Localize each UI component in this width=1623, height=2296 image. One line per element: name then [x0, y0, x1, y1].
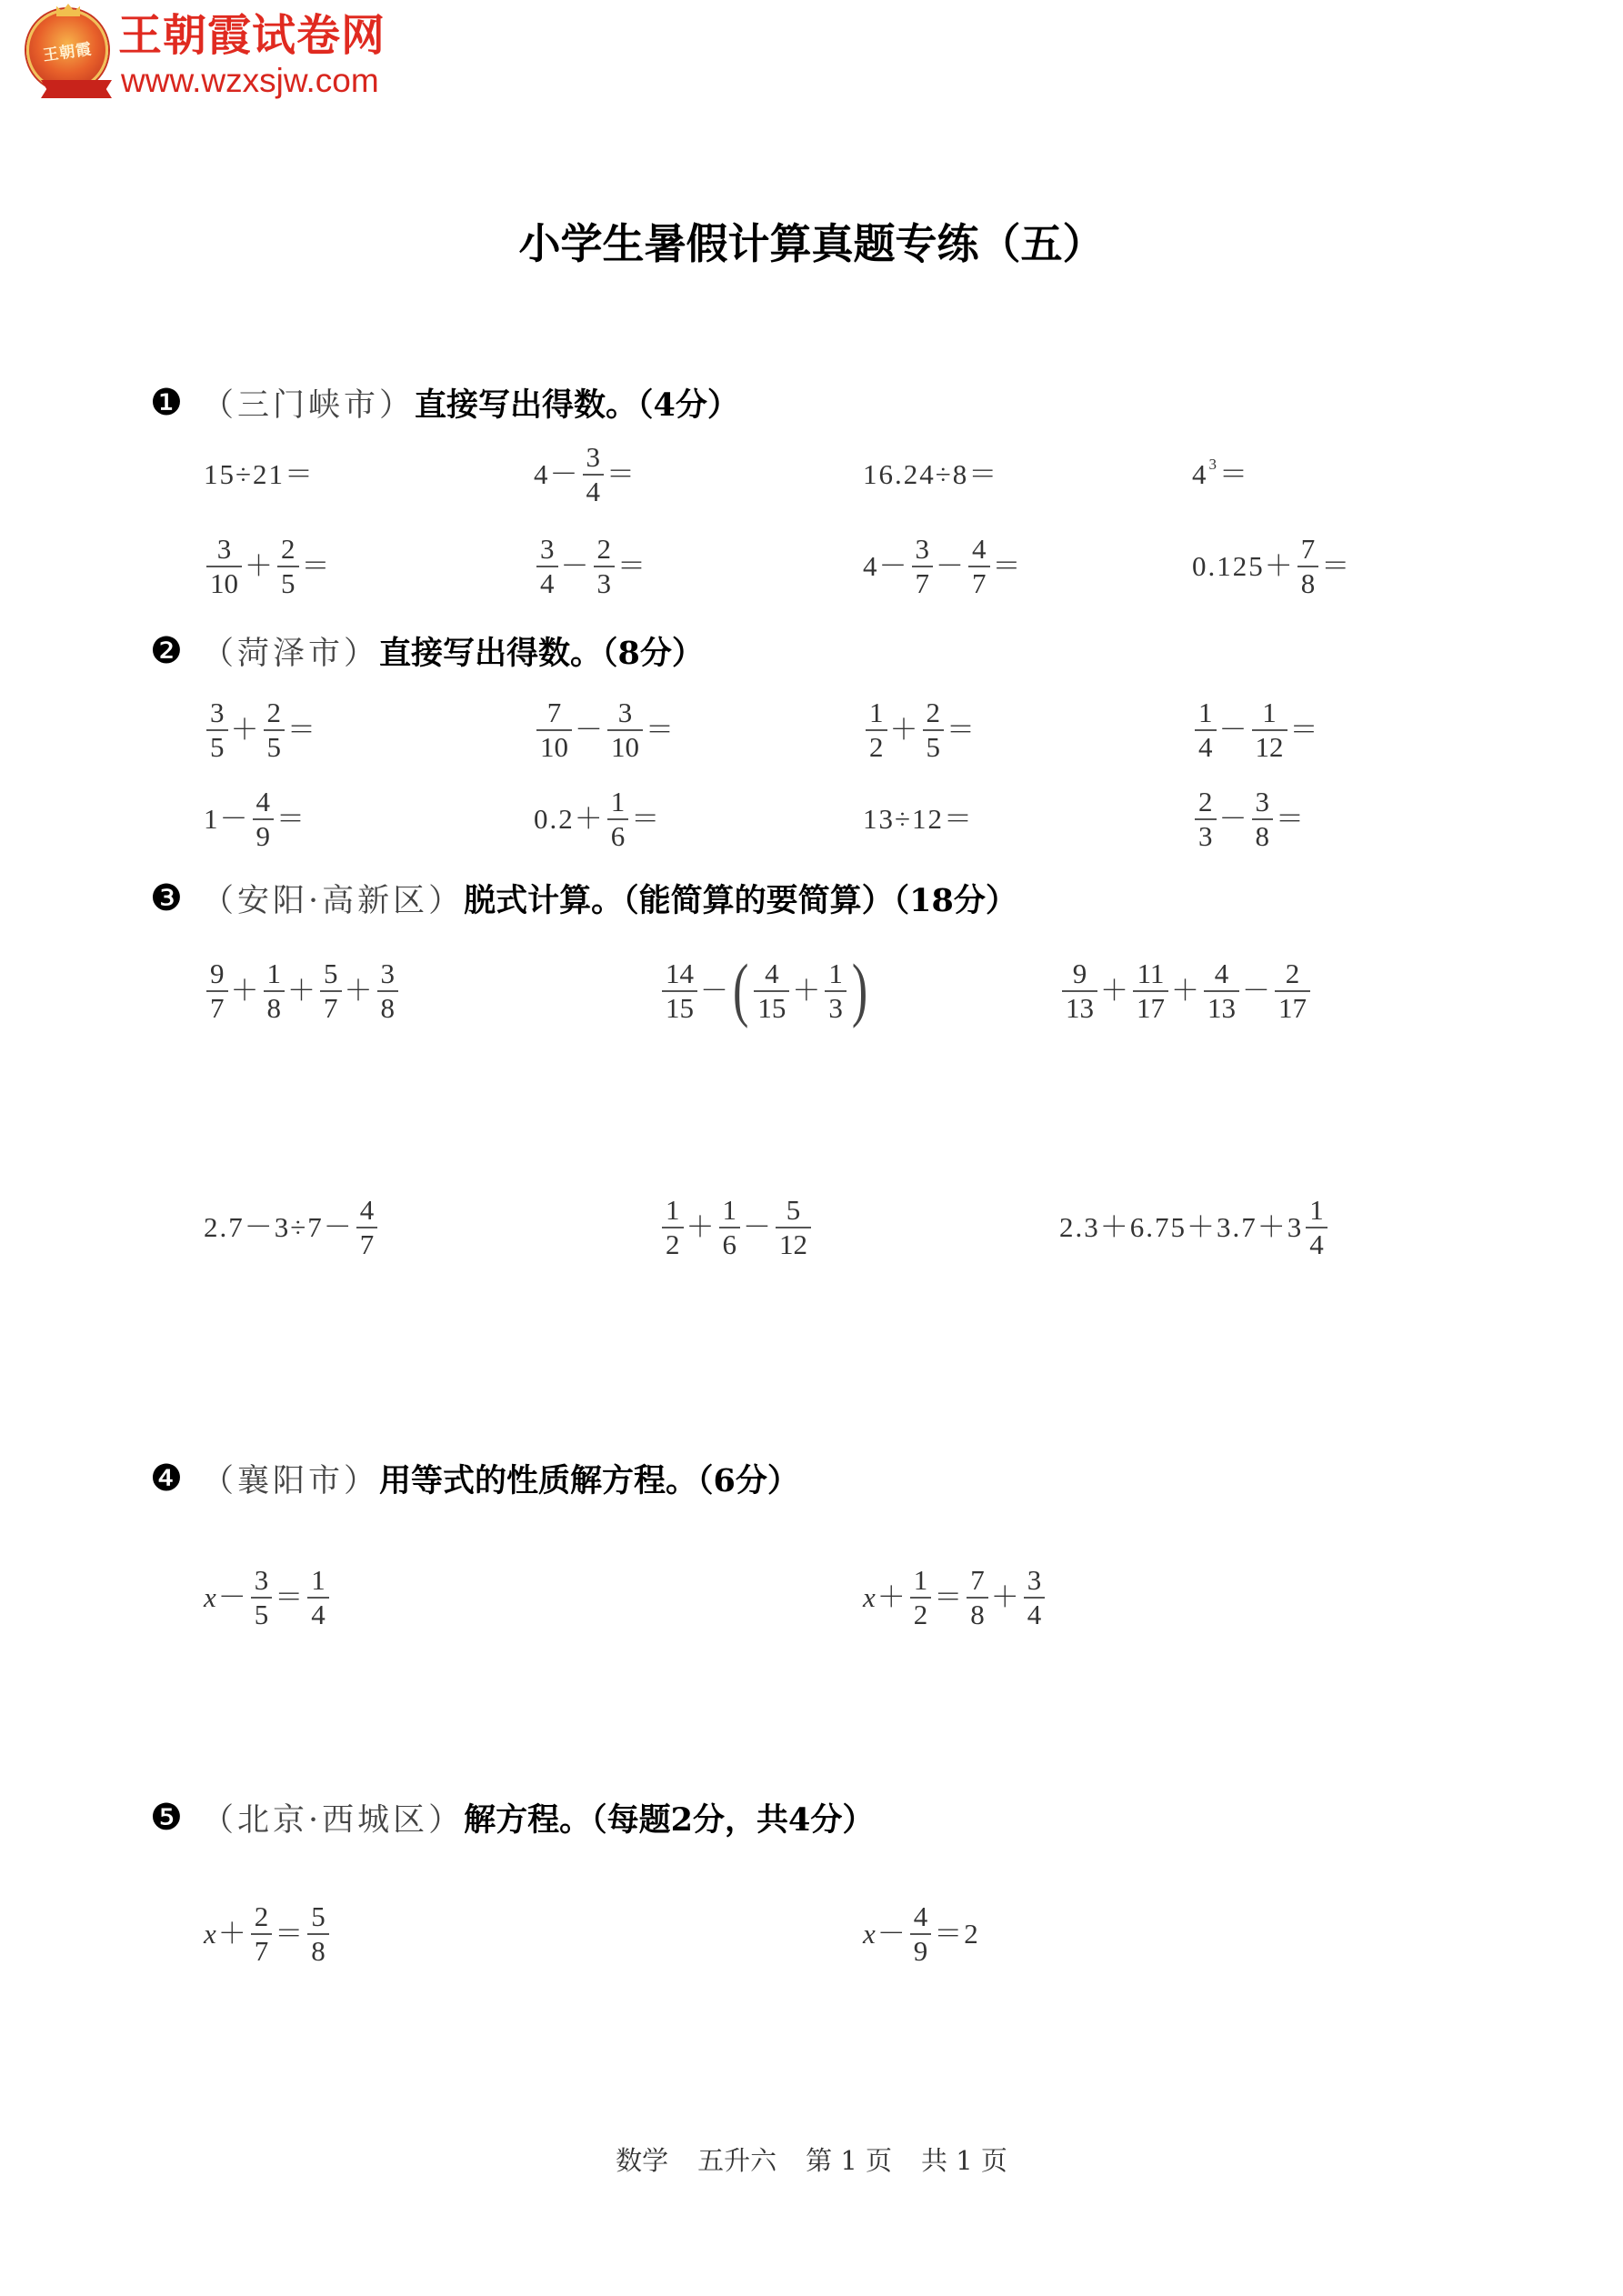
expression-text: ＝ — [992, 550, 1023, 582]
expression-text: 13÷12＝ — [863, 803, 975, 835]
problem-row — [0, 526, 1623, 607]
fraction — [662, 1194, 684, 1261]
expression-text: 4 — [1192, 458, 1208, 490]
brand-name: 王朝霞试卷网 — [118, 10, 386, 61]
fraction-numerator: 5 — [311, 1900, 326, 1932]
fraction-numerator: 7 — [1300, 533, 1316, 565]
fraction-numerator: 9 — [1072, 958, 1087, 989]
fraction-denominator: 4 — [307, 1597, 329, 1631]
footer-page-number: 第 1 页 — [806, 2144, 893, 2176]
fraction-numerator: 1 — [666, 1194, 680, 1226]
expression-text: － — [743, 1211, 773, 1243]
fraction — [1252, 697, 1287, 764]
fraction-numerator: 4 — [359, 1194, 375, 1226]
exponent: 3 — [1208, 455, 1217, 473]
expression-text: ＋ — [877, 1581, 907, 1613]
fraction-numerator: 2 — [281, 533, 296, 565]
fraction-denominator: 4 — [1195, 729, 1217, 764]
section-instruction: 用等式的性质解方程。（6分） — [379, 1462, 799, 1499]
expression — [534, 434, 636, 516]
expression — [659, 950, 870, 1032]
fraction-denominator: 5 — [264, 729, 286, 764]
fraction-numerator: 1 — [869, 697, 884, 728]
expression-text: － — [560, 550, 591, 582]
fraction — [206, 958, 228, 1025]
expression-text: ＋ — [287, 975, 317, 1007]
fraction-numerator: 1 — [828, 958, 843, 989]
fraction-numerator: 11 — [1137, 958, 1165, 989]
fraction — [607, 697, 643, 764]
fraction — [536, 533, 558, 600]
fraction-denominator: 2 — [910, 1597, 932, 1631]
section-number-icon: ❹ — [150, 1458, 183, 1499]
expression — [659, 1187, 814, 1268]
fraction-numerator: 3 — [617, 697, 633, 728]
expression-text: － — [700, 975, 730, 1007]
fraction-denominator: 17 — [1275, 990, 1310, 1025]
expression-text: 16.24÷8＝ — [863, 458, 999, 490]
expression-text: ＝ — [617, 550, 647, 582]
expression-text: ＝ — [606, 458, 636, 490]
problem-row — [0, 689, 1623, 771]
problem-row — [0, 950, 1623, 1032]
problem-row — [0, 778, 1623, 860]
expression — [863, 526, 1023, 607]
fraction — [967, 1564, 988, 1631]
equation — [204, 1557, 332, 1639]
fraction-numerator: 7 — [546, 697, 562, 728]
fraction-numerator: 1 — [1309, 1194, 1324, 1226]
fraction-numerator: 7 — [970, 1564, 985, 1596]
expression-text: ＋ — [1100, 975, 1130, 1007]
section-region: （菏泽市） — [202, 636, 380, 672]
fraction — [594, 533, 616, 600]
expression-text: ＝ — [1289, 714, 1320, 746]
section-instruction: 直接写出得数。（4分） — [415, 386, 739, 424]
expression — [1192, 434, 1249, 516]
expression-text: ＋ — [344, 975, 375, 1007]
fraction-numerator: 2 — [596, 533, 611, 565]
fraction-numerator: 2 — [926, 697, 940, 728]
fraction — [719, 1194, 741, 1261]
expression-text: － — [217, 1581, 248, 1613]
fraction-denominator: 8 — [377, 990, 399, 1025]
fraction — [912, 533, 934, 600]
expression-text: ＋ — [889, 714, 920, 746]
expression — [1192, 689, 1320, 771]
expression-text: 4－ — [863, 550, 909, 582]
section-number-icon: ❸ — [150, 877, 183, 919]
variable-x: x — [863, 1918, 876, 1950]
fraction-denominator: 15 — [754, 990, 789, 1025]
variable-x: x — [204, 1581, 216, 1613]
fraction — [1133, 958, 1168, 1025]
fraction — [251, 1900, 273, 1968]
expression-text: － — [1218, 803, 1249, 835]
expression-text: 1－ — [204, 803, 250, 835]
fraction — [776, 1194, 811, 1261]
fraction — [264, 697, 286, 764]
expression-text: － — [877, 1918, 907, 1950]
section-3-heading — [150, 876, 1017, 921]
fraction-denominator: 8 — [967, 1597, 988, 1631]
expression-text: ＝ — [276, 803, 306, 835]
section-1-heading — [150, 380, 739, 426]
fraction-denominator: 6 — [607, 818, 629, 853]
fraction-denominator: 7 — [356, 1227, 378, 1261]
expression-text: ＝2 — [934, 1918, 980, 1950]
fraction-numerator: 2 — [1285, 958, 1300, 989]
problem-row — [0, 1187, 1623, 1268]
fraction-denominator: 4 — [583, 474, 605, 508]
expression — [863, 434, 998, 516]
expression-text: ＝ — [1219, 458, 1249, 490]
fraction-numerator: 4 — [972, 533, 987, 565]
fraction-denominator: 3 — [825, 990, 847, 1025]
expression-text: － — [1218, 714, 1249, 746]
fraction — [251, 1564, 273, 1631]
section-number-icon: ❺ — [150, 1797, 183, 1839]
fraction-denominator: 8 — [307, 1933, 329, 1968]
expression-text: － — [1242, 975, 1272, 1007]
section-instruction: 脱式计算。（能简算的要简算）（18分） — [464, 882, 1017, 919]
page-footer — [0, 2141, 1623, 2177]
fraction-numerator: 3 — [586, 441, 600, 473]
fraction-denominator: 8 — [264, 990, 286, 1025]
fraction-denominator: 5 — [251, 1597, 273, 1631]
problem-row — [0, 1557, 1623, 1639]
expression — [204, 778, 306, 860]
fraction — [754, 958, 789, 1025]
fraction-denominator: 5 — [206, 729, 228, 764]
expression-text: ＝ — [1276, 803, 1306, 835]
section-region: （安阳·高新区） — [202, 883, 465, 919]
fraction-denominator: 7 — [912, 566, 934, 600]
expression — [204, 689, 317, 771]
fraction — [968, 533, 990, 600]
fraction-numerator: 5 — [324, 958, 338, 989]
fraction — [206, 697, 228, 764]
fraction — [1024, 1564, 1046, 1631]
expression-text: 0.2＋ — [534, 803, 605, 835]
fraction — [910, 1900, 932, 1968]
fraction-numerator: 3 — [380, 958, 395, 989]
footer-page-total: 共 1 页 — [921, 2144, 1007, 2176]
expression-text: ＋ — [230, 975, 261, 1007]
fraction-denominator: 3 — [1195, 818, 1217, 853]
fraction-denominator: 4 — [1306, 1227, 1327, 1261]
fraction — [1297, 533, 1319, 600]
fraction-denominator: 7 — [251, 1933, 273, 1968]
fraction — [1252, 786, 1274, 853]
fraction-denominator: 7 — [320, 990, 342, 1025]
fraction — [1195, 697, 1217, 764]
expression-text: ＋ — [230, 714, 261, 746]
expression — [863, 689, 977, 771]
fraction-numerator: 4 — [1214, 958, 1229, 989]
brand-url: www.wzxsjw.com — [121, 62, 379, 99]
fraction — [607, 786, 629, 853]
fraction — [583, 441, 605, 508]
fraction-numerator: 1 — [610, 786, 626, 817]
fraction-numerator: 1 — [311, 1564, 326, 1596]
fraction — [1062, 958, 1097, 1025]
fraction-numerator: 3 — [210, 697, 225, 728]
fraction-numerator: 4 — [255, 786, 270, 817]
section-instruction: 解方程。（每题2分，共4分） — [464, 1801, 875, 1839]
fraction-denominator: 4 — [536, 566, 558, 600]
expression-text: 0.125＋ — [1192, 550, 1295, 582]
fraction-denominator: 17 — [1133, 990, 1168, 1025]
fraction — [1275, 958, 1310, 1025]
section-number-icon: ❷ — [150, 630, 183, 672]
expression-text: ＝ — [1321, 550, 1352, 582]
expression-text: ＝ — [947, 714, 977, 746]
section-region: （北京·西城区） — [202, 1802, 465, 1839]
fraction — [253, 786, 275, 853]
expression-text: ＋ — [245, 550, 275, 582]
fraction-denominator: 2 — [866, 729, 887, 764]
fraction-numerator: 1 — [1262, 697, 1277, 728]
expression — [534, 689, 676, 771]
fraction-numerator: 3 — [1027, 1564, 1042, 1596]
fraction — [320, 958, 342, 1025]
fraction-denominator: 6 — [719, 1227, 741, 1261]
footer-subject: 数学 — [616, 2144, 669, 2176]
expression-text: ＋ — [686, 1211, 716, 1243]
fraction-numerator: 5 — [786, 1194, 801, 1226]
expression-text: － — [575, 714, 605, 746]
expression — [204, 526, 332, 607]
fraction — [536, 697, 572, 764]
expression-text: 2.3＋6.75＋3.7＋3 — [1059, 1211, 1304, 1243]
fraction-numerator: 1 — [722, 1194, 736, 1226]
page-title: 小学生暑假计算真题专练（五） — [518, 219, 1105, 268]
fraction — [825, 958, 847, 1025]
fraction-numerator: 14 — [666, 958, 694, 989]
fraction — [866, 697, 887, 764]
expression-text: ＝ — [301, 550, 332, 582]
fraction-denominator: 8 — [1297, 566, 1319, 600]
expression-text: ＋ — [990, 1581, 1021, 1613]
expression-text: － — [936, 550, 966, 582]
fraction-denominator: 10 — [607, 729, 643, 764]
fraction-numerator: 2 — [266, 697, 281, 728]
expression-text: ＋ — [1171, 975, 1201, 1007]
variable-x: x — [204, 1918, 216, 1950]
fraction — [662, 958, 697, 1025]
fraction-numerator: 2 — [1198, 786, 1213, 817]
fraction-denominator: 8 — [1252, 818, 1274, 853]
footer-grade: 五升六 — [697, 2144, 777, 2176]
expression-text: 4－ — [534, 458, 580, 490]
fraction-numerator: 1 — [266, 958, 281, 989]
fraction — [356, 1194, 378, 1261]
fraction-denominator: 5 — [923, 729, 945, 764]
fraction-numerator: 3 — [915, 533, 929, 565]
equation — [863, 1893, 980, 1975]
fraction-denominator: 9 — [910, 1933, 932, 1968]
fraction-denominator: 10 — [206, 566, 242, 600]
logo-ribbon-icon — [41, 80, 112, 98]
expression — [204, 1187, 380, 1268]
fraction-numerator: 1 — [913, 1564, 928, 1596]
fraction — [277, 533, 299, 600]
expression — [1192, 778, 1306, 860]
expression — [1059, 1187, 1330, 1268]
fraction — [377, 958, 399, 1025]
fraction-denominator: 7 — [206, 990, 228, 1025]
fraction-denominator: 9 — [253, 818, 275, 853]
section-number-icon: ❶ — [150, 382, 183, 424]
section-5-heading — [150, 1795, 874, 1840]
fraction — [910, 1564, 932, 1631]
equation — [863, 1557, 1047, 1639]
expression-text: ＝ — [287, 714, 317, 746]
expression-text: ＝ — [275, 1581, 306, 1613]
logo-seal-icon — [26, 9, 108, 91]
fraction-denominator: 12 — [776, 1227, 811, 1261]
fraction — [307, 1900, 329, 1968]
fraction — [307, 1564, 329, 1631]
fraction-denominator: 12 — [1252, 729, 1287, 764]
fraction — [923, 697, 945, 764]
expression-text: ＝ — [631, 803, 662, 835]
fraction — [1306, 1194, 1327, 1261]
section-2-heading — [150, 628, 704, 674]
fraction-denominator: 13 — [1204, 990, 1239, 1025]
expression-text: ＝ — [275, 1918, 306, 1950]
fraction-denominator: 3 — [594, 566, 616, 600]
fraction-numerator: 3 — [540, 533, 555, 565]
fraction-denominator: 15 — [662, 990, 697, 1025]
fraction-denominator: 5 — [277, 566, 299, 600]
problem-row — [0, 434, 1623, 516]
expression-text: 2.7－3÷7－ — [204, 1211, 354, 1243]
logo-seal-text: 王朝霞 — [42, 39, 94, 65]
section-4-heading — [150, 1456, 799, 1501]
variable-x: x — [863, 1581, 876, 1613]
section-region: （三门峡市） — [202, 387, 416, 424]
fraction-numerator: 4 — [765, 958, 779, 989]
expression — [1192, 526, 1351, 607]
fraction-numerator: 9 — [210, 958, 225, 989]
fraction — [1195, 786, 1217, 853]
crown-icon — [56, 4, 80, 16]
equation — [204, 1893, 332, 1975]
fraction-numerator: 3 — [254, 1564, 269, 1596]
expression-text: ＝ — [934, 1581, 965, 1613]
fraction-numerator: 3 — [216, 533, 232, 565]
expression-text: ＝ — [646, 714, 676, 746]
fraction-denominator: 10 — [536, 729, 572, 764]
fraction-numerator: 4 — [913, 1900, 928, 1932]
fraction-denominator: 7 — [968, 566, 990, 600]
expression-text: ＋ — [792, 975, 823, 1007]
expression — [1059, 950, 1313, 1032]
expression — [534, 778, 661, 860]
section-instruction: 直接写出得数。（8分） — [379, 635, 704, 672]
expression-text: ＋ — [217, 1918, 248, 1950]
fraction-denominator: 2 — [662, 1227, 684, 1261]
expression — [204, 950, 401, 1032]
fraction — [264, 958, 286, 1025]
expression — [204, 434, 315, 516]
fraction-numerator: 1 — [1198, 697, 1213, 728]
fraction-numerator: 2 — [254, 1900, 269, 1932]
parenthesis: ) — [851, 951, 868, 1029]
expression — [863, 778, 974, 860]
expression — [534, 526, 647, 607]
fraction-denominator: 4 — [1024, 1597, 1046, 1631]
fraction-denominator: 13 — [1062, 990, 1097, 1025]
fraction — [206, 533, 242, 600]
fraction-numerator: 3 — [1255, 786, 1269, 817]
section-region: （襄阳市） — [202, 1463, 380, 1499]
fraction — [1204, 958, 1239, 1025]
problem-row — [0, 1893, 1623, 1975]
expression-text: 15÷21＝ — [204, 458, 316, 490]
parenthesis: ( — [733, 951, 749, 1029]
